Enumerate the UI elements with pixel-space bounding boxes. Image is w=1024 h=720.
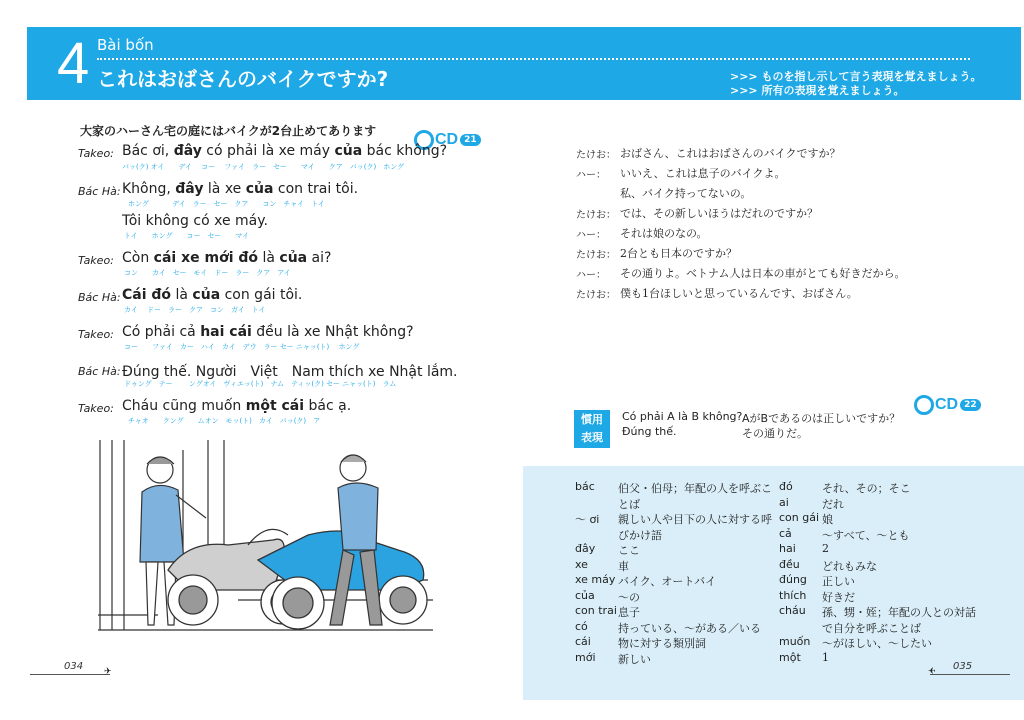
speaker: Bác Hà: xyxy=(78,185,121,198)
expression-jp: その通りだ。 xyxy=(742,427,808,440)
vocab-meaning: 伯父・伯母；年配の人を呼ぶこ xyxy=(618,482,772,495)
vocab-meaning: どれもみな xyxy=(822,559,877,573)
page-rule xyxy=(30,674,110,675)
pronunciation-ruby: ドゥング テー ングオイ ヴィエッ(ト) ナム ティッ(ク) セー ニャッ(ト) ラム xyxy=(124,380,397,388)
learning-goal: >>> ものを指し示して言う表現を覚えましょう。 xyxy=(730,70,982,83)
vocab-word: một xyxy=(779,650,801,664)
speaker: Bác Hà: xyxy=(78,291,121,304)
badge-line: 慣用 xyxy=(581,413,603,426)
speaker: Bác Hà: xyxy=(78,365,121,378)
translation-line: おばさん、これはおばさんのバイクですか？ xyxy=(620,147,841,160)
expression-vn: Đúng thế. xyxy=(622,425,677,438)
speaker: ハー： xyxy=(576,230,606,241)
vocab-meaning: バイク、オートバイ xyxy=(618,575,717,588)
dialogue-line: Đúng thế. Người Việt Nam thích xe Nhật lắm. xyxy=(122,364,458,380)
dialogue-line: Có phải cả hai cái đều là xe Nhật không? xyxy=(122,324,414,340)
vocab-word: cháu xyxy=(779,604,806,617)
vocab-meaning: びかけ語 xyxy=(618,528,662,542)
vocab-word: có xyxy=(575,619,588,633)
dialogue-line: Cháu cũng muốn một cái bác ạ. xyxy=(122,398,352,414)
vocab-word: xe xyxy=(575,557,588,571)
speaker: Takeo: xyxy=(78,147,114,160)
pronunciation-ruby: ホング デイ ラー セー クア コン チャイ トイ xyxy=(128,200,325,208)
vocab-meaning: ここ xyxy=(618,544,640,557)
vocab-word: xe máy xyxy=(575,573,616,586)
page-number-right: 035 xyxy=(953,661,973,672)
vocab-meaning: 車 xyxy=(618,559,629,573)
vocab-meaning: 持っている、～がある／いる xyxy=(618,621,761,635)
pronunciation-ruby: コー ファイ カー ハイ カイ デウ ラー セー ニャッ(ト) ホング xyxy=(124,343,360,351)
translation-line: では、その新しいほうはだれのですか？ xyxy=(620,207,818,220)
vocab-word: con trai xyxy=(575,604,617,617)
speaker: たけお： xyxy=(576,250,616,261)
speaker: Takeo: xyxy=(78,328,114,341)
scene-description: 大家のハーさん宅の庭にはバイクが2台止めてあります xyxy=(80,124,377,138)
page-rule xyxy=(930,674,1010,675)
translation-line: 2台とも日本のですか？ xyxy=(620,247,737,260)
lesson-title: これはおばさんのバイクですか? xyxy=(97,67,389,91)
vocab-word: hai xyxy=(779,542,796,555)
vocab-meaning: 新しい xyxy=(618,652,651,666)
vocab-meaning: それ、その；そこ xyxy=(822,482,911,495)
vocab-word: cái xyxy=(575,635,591,648)
vocab-meaning: とば xyxy=(618,497,640,511)
learning-goal: >>> 所有の表現を覚えましょう。 xyxy=(730,84,905,97)
speaker: Takeo: xyxy=(78,254,114,267)
translation-line: それは娘のなの。 xyxy=(620,227,708,240)
translation-line: 私、バイク持ってないの。 xyxy=(620,187,752,200)
vocab-meaning: 正しい xyxy=(822,575,855,588)
translation-line: 僕も1台ほしいと思っているんです、おばさん。 xyxy=(620,287,858,300)
vocab-meaning: ～すべて、～とも xyxy=(822,528,910,542)
speaker: たけお： xyxy=(576,150,616,161)
dialogue-line: Không, đây là xe của con trai tôi. xyxy=(122,181,359,197)
lesson-number: 4 xyxy=(57,31,90,96)
speaker: Takeo: xyxy=(78,402,114,415)
speaker: ハー： xyxy=(576,170,606,181)
vocab-meaning: 親しい人や目下の人に対する呼 xyxy=(618,513,772,526)
airplane-icon: ✈ xyxy=(104,667,112,677)
vocab-word: muốn xyxy=(779,635,811,648)
vocab-meaning: 好きだ xyxy=(822,590,855,604)
vocab-meaning: で自分を呼ぶことば xyxy=(822,621,921,635)
pronunciation-ruby: コン カイ セー モイ ドー ラー クア アイ xyxy=(124,269,291,277)
pronunciation-ruby: トイ ホング コー セー マイ xyxy=(124,232,250,240)
scooter-illustration xyxy=(98,440,438,640)
vocab-word: đây xyxy=(575,542,596,555)
cd-track-number: 22 xyxy=(960,399,981,411)
expression-jp: AがBであるのは正しいですか？ xyxy=(742,412,901,425)
page-number-left: 034 xyxy=(64,661,84,672)
cd-icon xyxy=(914,395,934,415)
cd-label: CD xyxy=(435,131,459,148)
translation-line: いいえ、これは息子のバイクよ。 xyxy=(620,167,786,180)
expressions-badge xyxy=(574,410,610,448)
vocab-meaning: だれ xyxy=(822,497,844,511)
vocab-word: con gái xyxy=(779,511,820,524)
dialogue-line: Cái đó là của con gái tôi. xyxy=(122,287,303,303)
vocab-word: ～ ơi xyxy=(575,513,600,526)
cd-track-number: 21 xyxy=(460,134,481,146)
speaker: ハー： xyxy=(576,270,606,281)
vocab-meaning: 2 xyxy=(822,542,829,555)
badge-line: 表現 xyxy=(581,431,603,444)
lesson-label: Bài bốn xyxy=(97,36,154,54)
vocab-word: mới xyxy=(575,650,596,664)
dialogue-line: Tôi không có xe máy. xyxy=(122,213,268,229)
vocab-word: thích xyxy=(779,588,807,602)
vocab-meaning: 孫、甥・姪；年配の人との対話 xyxy=(822,606,976,619)
vocab-word: bác xyxy=(575,480,595,493)
vocab-word: đúng xyxy=(779,573,807,586)
translation-line: その通りよ。ベトナム人は日本の車がとても好きだから。 xyxy=(620,267,906,280)
dialogue-line: Bác ơi, đây có phải là xe máy của bác không? xyxy=(122,143,448,159)
speaker: たけお： xyxy=(576,290,616,301)
vocab-word: đều xyxy=(779,557,800,571)
header-divider xyxy=(97,58,970,60)
vocab-meaning: 1 xyxy=(822,650,829,664)
vocab-word: của xyxy=(575,588,595,602)
cd-track-22[interactable] xyxy=(914,395,981,415)
speaker: たけお： xyxy=(576,210,616,221)
dialogue-line: Còn cái xe mới đó là của ai? xyxy=(122,250,332,266)
cd-label: CD xyxy=(935,396,959,413)
vocab-word: đó xyxy=(779,480,793,493)
vocab-meaning: 娘 xyxy=(822,513,833,526)
vocab-meaning: ～がほしい、～したい xyxy=(822,637,932,650)
airplane-icon: ✈ xyxy=(928,667,936,677)
vocab-meaning: 物に対する類別詞 xyxy=(618,637,706,650)
vocab-word: ai xyxy=(779,495,789,509)
vocab-word: cả xyxy=(779,526,792,540)
vocab-meaning: 息子 xyxy=(618,606,640,619)
pronunciation-ruby: チャオ クング ムオン モッ(ト) カイ バッ(ク) ア xyxy=(128,417,321,425)
pronunciation-ruby: カイ ドー ラー クア コン ガイ トイ xyxy=(124,306,266,314)
expression-vn: Có phải A là B không? xyxy=(622,410,743,423)
vocab-meaning: ～の xyxy=(618,590,640,604)
pronunciation-ruby: バッ(ク) オイ デイ コー ファイ ラー セー マイ クア バッ(ク) ホング xyxy=(122,163,405,171)
